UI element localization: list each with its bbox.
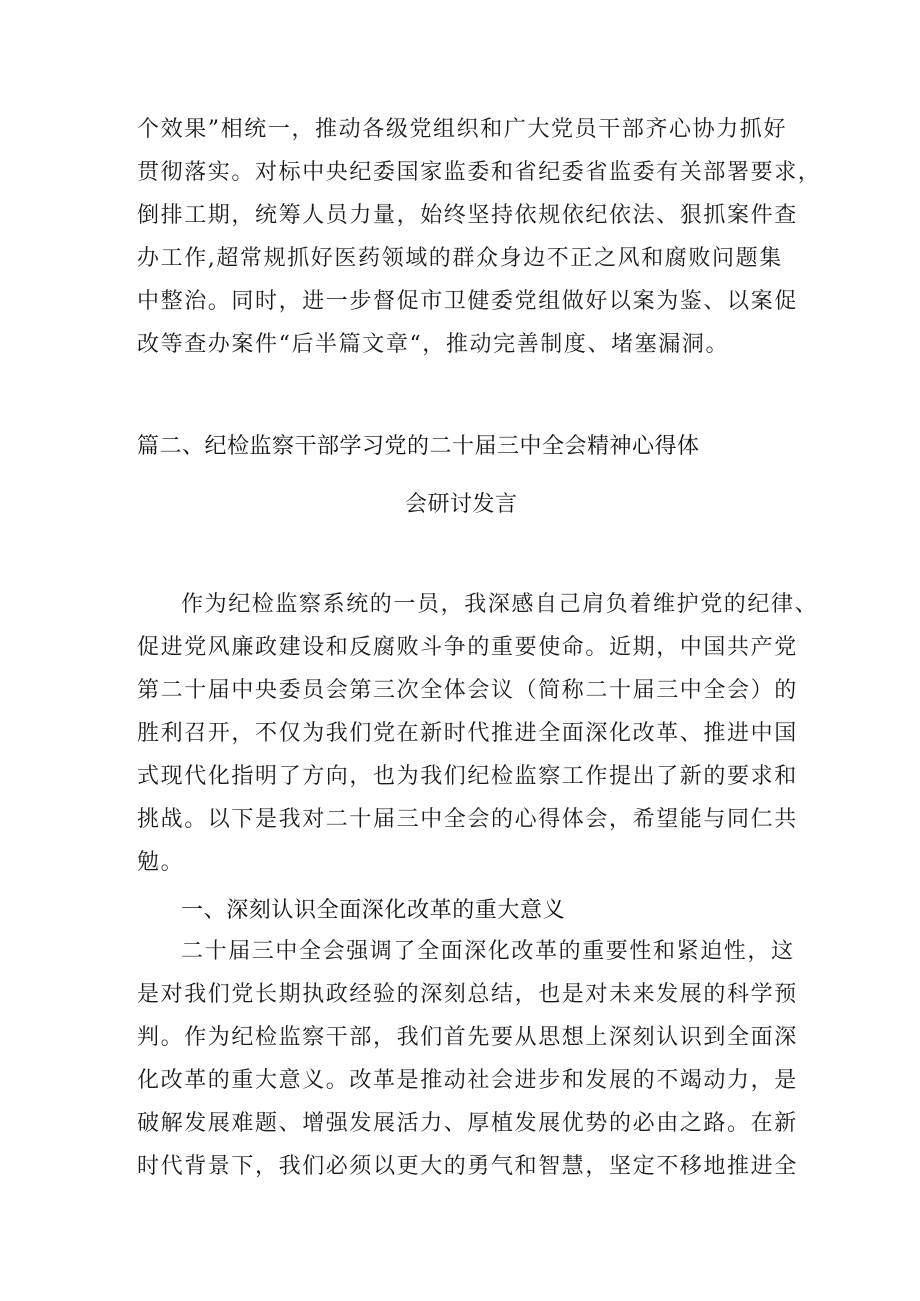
paragraph-line: 破解发展难题、增强发展活力、厚植发展优势的必由之路。在新 — [137, 1111, 798, 1136]
paragraph-line: 办工作,超常规抓好医药领域的群众身边不正之风和腐败问题集 — [137, 246, 783, 271]
paragraph-line: 时代背景下，我们必须以更大的勇气和智慧，坚定不移地推进全 — [137, 1154, 798, 1179]
paragraph-line: 中整治。同时，进一步督促市卫健委党组做好以案为鉴、以案促 — [137, 289, 798, 314]
paragraph-line: 勉。 — [137, 850, 185, 875]
paragraph-line: 胜利召开，不仅为我们党在新时代推进全面深化改革、推进中国 — [137, 721, 798, 746]
section-heading: 一、深刻认识全面深化改革的重大意义 — [181, 898, 566, 923]
article-title-line-1: 篇二、纪检监察干部学习党的二十届三中全会精神心得体 — [137, 434, 700, 459]
paragraph-line: 改等查办案件“后半篇文章“，推动完善制度、堵塞漏洞。 — [137, 332, 730, 357]
paragraph-line: 第二十届中央委员会第三次全体会议（简称二十届三中全会）的 — [137, 678, 798, 703]
paragraph-line: 二十届三中全会强调了全面深化改革的重要性和紧迫性，这 — [181, 939, 795, 964]
paragraph-line: 挑战。以下是我对二十届三中全会的心得体会，希望能与同仁共 — [137, 807, 798, 832]
paragraph-line: 个效果”相统一，推动各级党组织和广大党员干部齐心协力抓好 — [137, 117, 788, 142]
paragraph-line: 是对我们党长期执政经验的深刻总结，也是对未来发展的科学预 — [137, 982, 798, 1007]
paragraph-line: 贯彻落实。对标中央纪委国家监委和省纪委省监委有关部署要求， — [137, 160, 822, 185]
article-title-line-2: 会研讨发言 — [405, 492, 518, 517]
paragraph-line: 作为纪检监察系统的一员，我深感自己肩负着维护党的纪律、 — [181, 592, 819, 617]
paragraph-line: 判。作为纪检监察干部，我们首先要从思想上深刻认识到全面深 — [137, 1025, 798, 1050]
paragraph-line: 化改革的重大意义。改革是推动社会进步和发展的不竭动力，是 — [137, 1068, 798, 1093]
paragraph-line: 促进党风廉政建设和反腐败斗争的重要使命。近期，中国共产党 — [137, 635, 798, 660]
paragraph-line: 式现代化指明了方向，也为我们纪检监察工作提出了新的要求和 — [137, 764, 798, 789]
paragraph-line: 倒排工期，统筹人员力量，始终坚持依规依纪依法、狠抓案件查 — [137, 203, 798, 228]
